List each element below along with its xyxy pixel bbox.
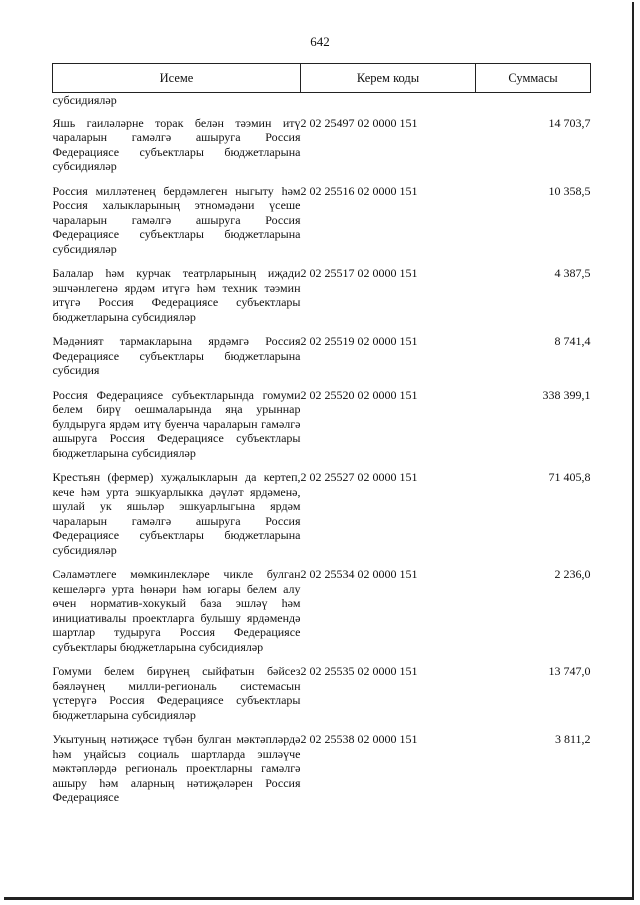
row-code: 2 02 25538 02 0000 151: [300, 732, 418, 746]
table-row: [53, 266, 591, 334]
row-amount: 71 405,8: [548, 470, 591, 484]
row-name: Балалар һәм курчак театрларының иҗади эшчәнлегенә ярдәм итүгә һәм техник тәэмин итүгә Россия Федерациясе субъектлары бюджетларына субсидияләр: [52, 266, 301, 324]
table-row: [53, 116, 591, 184]
row-amount: 14 703,7: [548, 115, 591, 130]
row-amount: 10 358,5: [548, 183, 591, 198]
table-row: [53, 664, 591, 732]
row-code: 2 02 25534 02 0000 151: [300, 567, 418, 581]
row-name: Мәдәният тармакларына ярдәмгә Россия Федерациясе субъектлары бюджетларына субсидия: [52, 334, 301, 377]
continuation-row: [53, 93, 591, 116]
table-row: [53, 732, 591, 815]
row-name: Россия милләтенең бердәмлеген ныгыту һәм Россия халыкларының этномәдәни үсеше чараларын гамәлгә ашыруга Россия Федерациясе субъектлары бюджетларына субсидияләр: [52, 183, 301, 256]
row-amount: 3 811,2: [554, 732, 591, 746]
row-code: 2 02 25535 02 0000 151: [300, 664, 418, 678]
row-amount: 4 387,5: [554, 266, 591, 280]
row-amount: 13 747,0: [548, 664, 591, 678]
row-name: Крестьян (фермер) хуҗалыкларын да кертеп, кече һәм урта эшкуарлыкка дәүләт ярдәменә, шулай ук яшьләр эшкуарлыгына ярдәм чараларын гамәлгә ашыруга Россия Федерациясе субъектлары бюджетларына субсидияләр: [52, 470, 301, 557]
row-name: Укытуның нәтиҗәсе түбән булган мәктәпләрдә һәм уңайсыз социаль шартларда эшләүче мәктәпләрдә региональ проектларны гамәлгә ашыру һәм аларның нәтиҗәләрен Россия Федерациясе: [52, 732, 301, 804]
row-amount: 338 399,1: [542, 387, 591, 402]
row-code: 2 02 25520 02 0000 151: [300, 387, 418, 402]
row-amount: 8 741,4: [554, 334, 591, 348]
row-code: 2 02 25497 02 0000 151: [300, 115, 418, 130]
row-code: 2 02 25516 02 0000 151: [300, 183, 418, 198]
row-amount: 2 236,0: [554, 567, 591, 581]
budget-table: [52, 63, 591, 815]
row-code: 2 02 25519 02 0000 151: [300, 334, 418, 348]
row-name: Яшь гаиләләрне торак белән тәэмин итү чараларын гамәлгә ашыруга Россия Федерациясе субъектлары бюджетларына субсидияләр: [52, 115, 301, 173]
row-name: Гомуми белем бирүнең сыйфатын бәйсез бәяләүнең милли-региональ системасын үстерүгә Россия Федерациясе субъектлары бюджетларына субсидияләр: [52, 664, 301, 722]
table-header-row: [53, 64, 591, 93]
table-row: [53, 388, 591, 471]
table-row: [53, 567, 591, 664]
header-amount: Суммасы: [476, 64, 591, 93]
row-name: субсидияләр: [52, 93, 117, 107]
table-row: [53, 184, 591, 267]
row-name: Сәламәтлеге мөмкинлекләре чикле булган кешеләргә урта һөнәри һәм югары белем алу өчен норматив-хокукый база эшләү һәм инициативалы проектларга булышу ярдәмендә шартлар тудыруга Россия Федерациясе субъектлары бюджетларына субсидияләр: [52, 567, 301, 654]
row-code: 2 02 25517 02 0000 151: [300, 266, 418, 280]
header-code: Керем коды: [301, 64, 476, 93]
table-row: [53, 470, 591, 567]
header-name: Исеме: [53, 64, 301, 93]
table-row: [53, 334, 591, 388]
row-name: Россия Федерациясе субъектларында гомуми белем бирү оешмаларында яңа урыннар булдыруга ярдәм итү буенча чараларын гамәлгә ашыруга Россия Федерациясе субъектлары бюджетларына субсидияләр: [52, 387, 301, 460]
row-code: 2 02 25527 02 0000 151: [300, 470, 418, 484]
page-number: 642: [310, 34, 330, 49]
